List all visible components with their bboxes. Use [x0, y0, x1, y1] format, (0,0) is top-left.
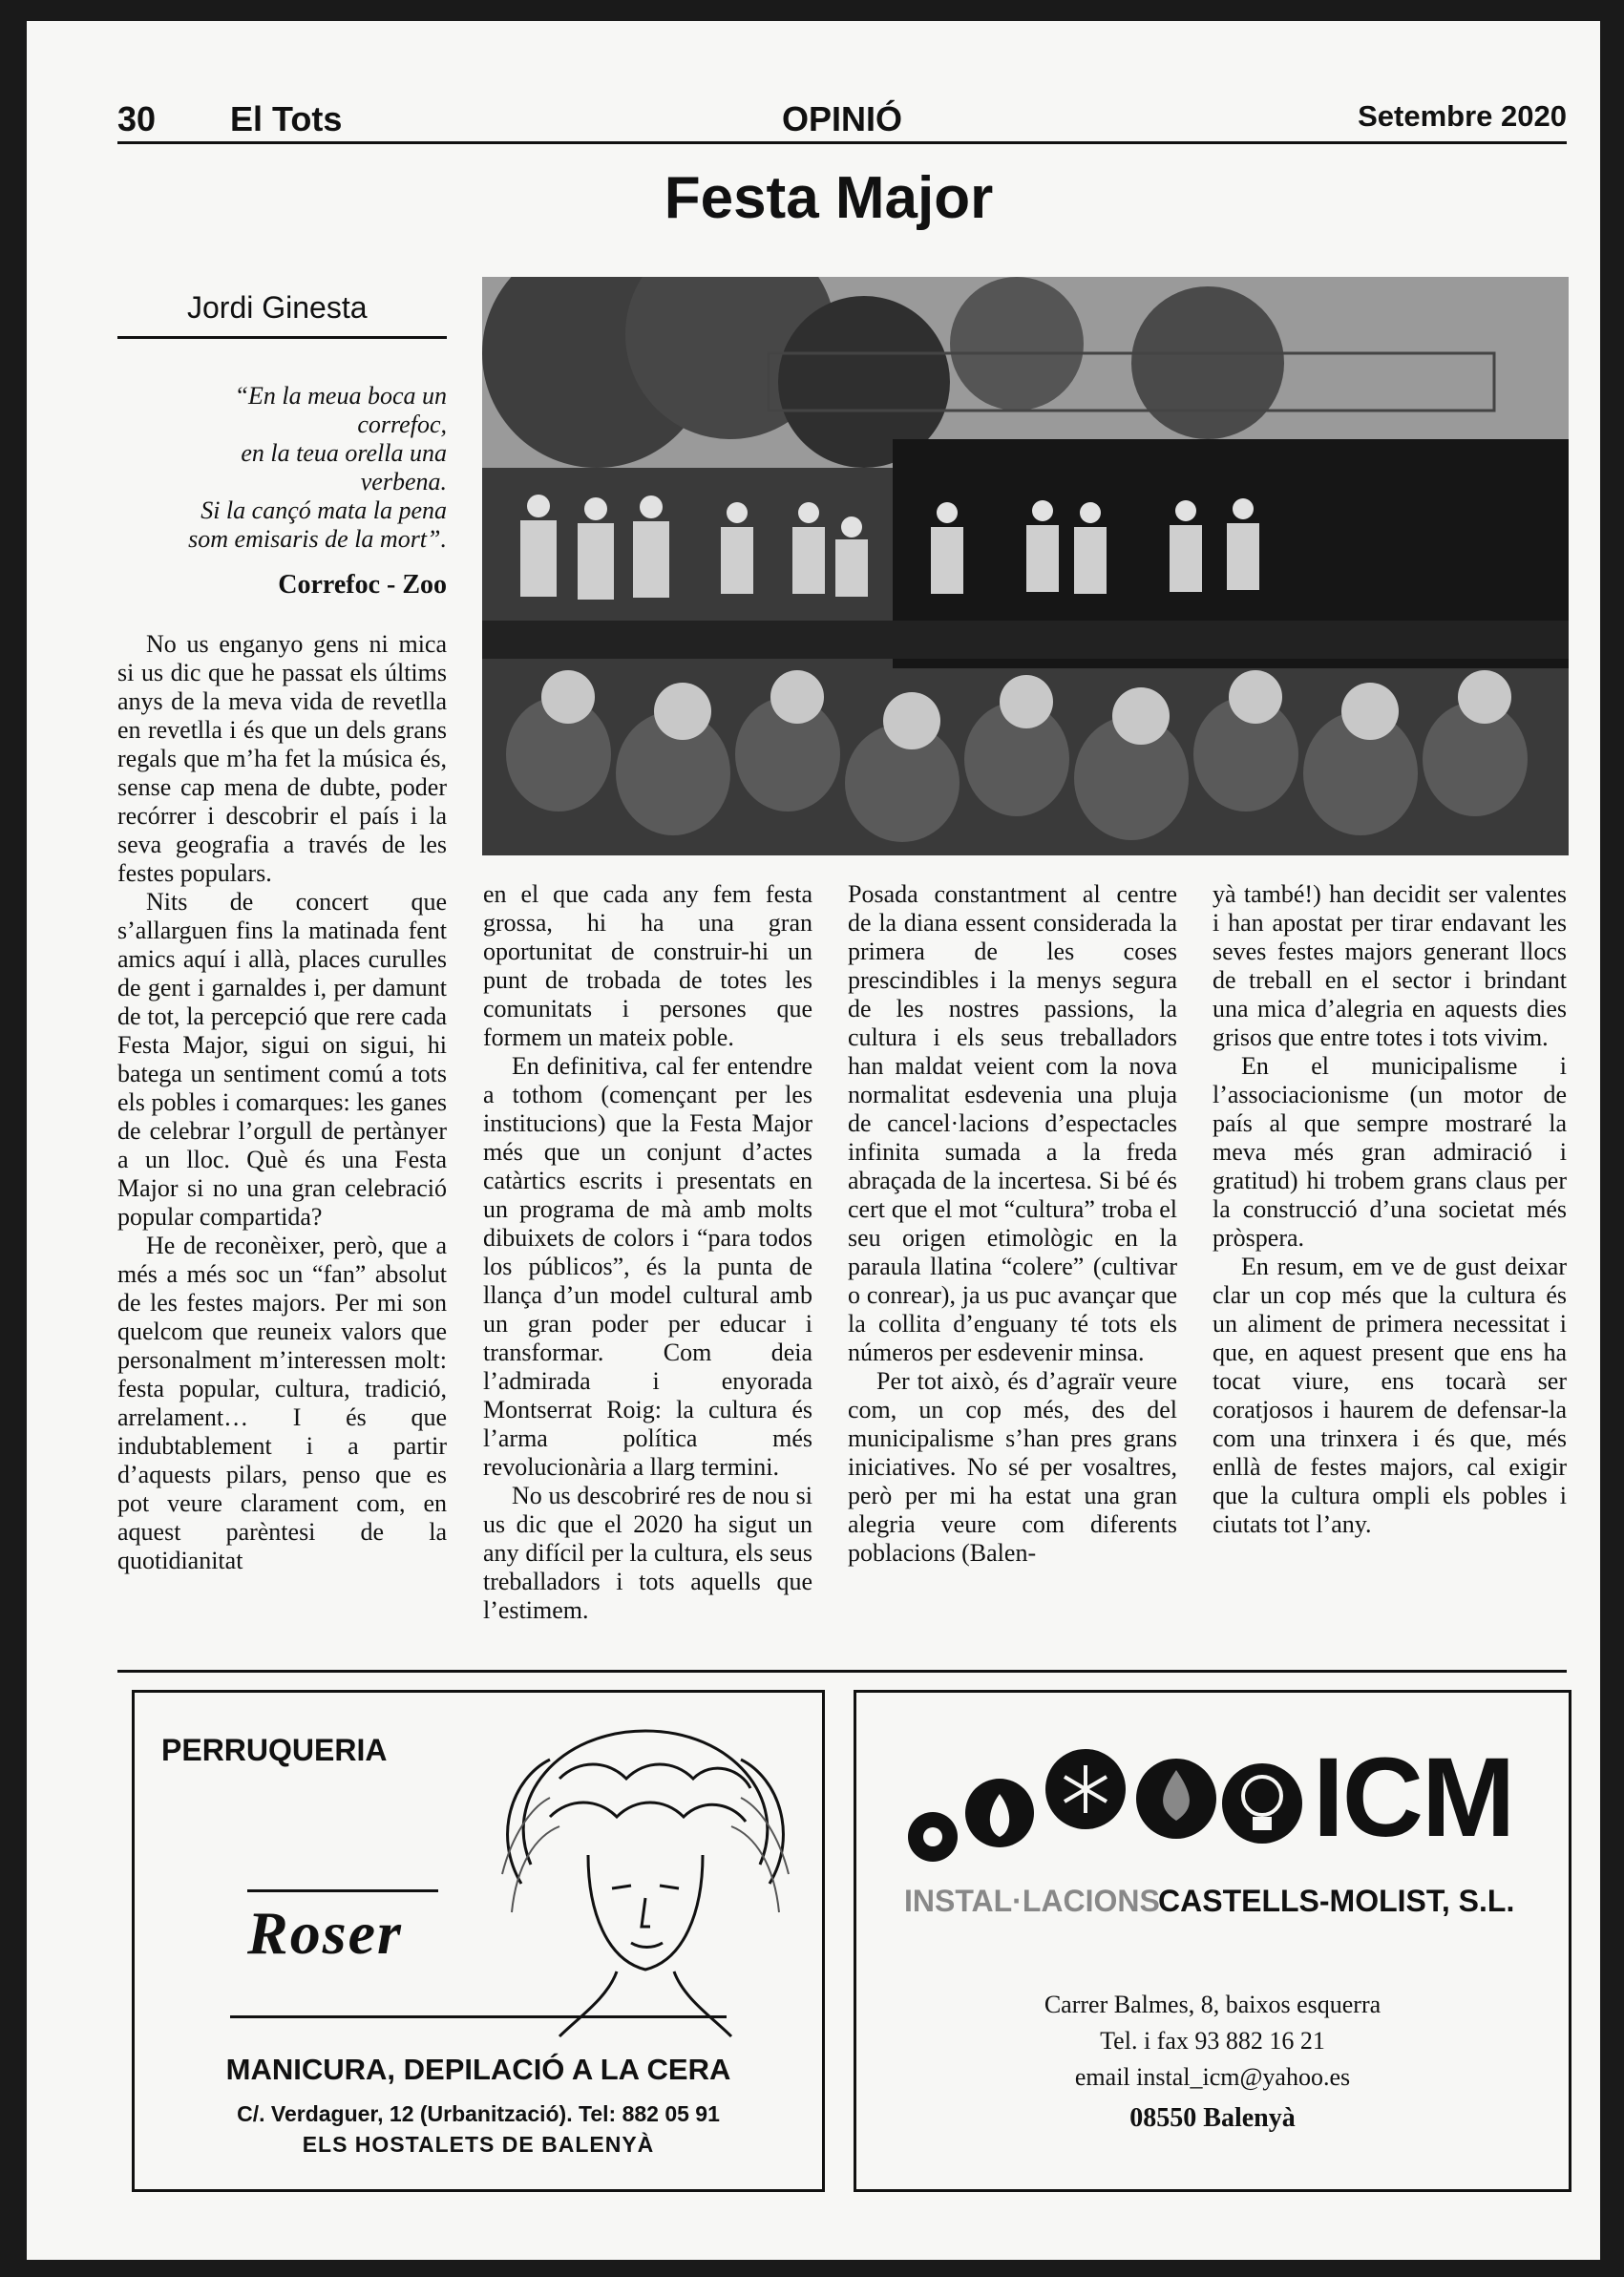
article-column-3 — [848, 880, 1177, 1568]
issue-date: Setembre 2020 — [1358, 99, 1567, 133]
paragraph: en el que cada any fem festa grossa, hi ha una gran oportunitat de construir-hi un punt de trobada de totes les comunitats i persones que formem un mateix poble. — [483, 880, 812, 1051]
ad-town: 08550 Balenyà — [1129, 2103, 1296, 2133]
paragraph: En resum, em ve de gust deixar clar un cop més que la cultura és un aliment de primera necessitat i que, en aquest present que ens ha tocat viure, ens tocarà ser coratjosos i haurem de defensar-la com una trinxera i és que, més enllà de festes majors, cal exigir que la cultura ompli els pobles i ciutats tot l’any. — [1213, 1253, 1567, 1538]
ads-divider — [117, 1670, 1567, 1673]
woman-face-illustration — [493, 1721, 798, 2046]
ad-phone: Tel. i fax 93 882 16 21 — [1100, 2027, 1325, 2055]
ad-divider — [247, 1889, 438, 1892]
page-number: 30 — [117, 99, 157, 138]
icm-logo: ICM — [1313, 1735, 1514, 1861]
paragraph: No us enganyo gens ni mica si us dic que he passat els últims anys de la meva vida de revetlla en revetlla i és que un dels grans regals que m’ha fet la música és, sense cap mena de dubte, poder recórrer i descobrir el país i la seva geografia a través de les festes populars. — [117, 630, 447, 887]
ad-services: MANICURA, DEPILACIÓ A LA CERA — [225, 2053, 731, 2086]
article-title: Festa Major — [664, 165, 994, 231]
ad-street: Carrer Balmes, 8, baixos esquerra — [1044, 1991, 1381, 2018]
quote-line: Si la cançó mata la pena — [200, 496, 447, 524]
ad-business-type: PERRUQUERIA — [161, 1733, 388, 1767]
section-name: OPINIÓ — [781, 99, 903, 138]
magazine-page — [27, 21, 1600, 2260]
quote-line: “En la meua boca un — [234, 382, 447, 410]
paragraph: yà també!) han decidit ser valentes i han apostat per tirar endavant les seves festes majors generant llocs de treball en el sector i brindant una mica d’alegria en aquests dies grisos que entre totes i tots vivim. — [1213, 880, 1567, 1051]
article-author: Jordi Ginesta — [187, 290, 368, 325]
article-column-1 — [117, 630, 447, 1575]
ad-tagline: INSTAL·LACIONS — [904, 1884, 1160, 1918]
article-column-4 — [1213, 880, 1567, 1539]
paragraph: No us descobriré res de nou si us dic que el 2020 ha sigut un any difícil per la cultura, els seus treballadors i tots aquells que l’estimem. — [483, 1482, 812, 1624]
concert-photo — [482, 277, 1569, 855]
ad-company-name: CASTELLS-MOLIST, S.L. — [1158, 1884, 1515, 1918]
quote-line: verbena. — [360, 468, 447, 495]
ad-perruqueria — [132, 1690, 825, 2192]
article-column-2 — [483, 880, 812, 1625]
paragraph: Per tot això, és d’agraïr veure com, un cop més, des del municipalisme s’han pres grans iniciatives. No sé per vosaltres, però per mi ha estat una gran alegria veure com diferents poblacions (Balen- — [848, 1367, 1177, 1567]
ad-business-name: Roser — [247, 1899, 403, 1967]
page-header — [117, 86, 1567, 144]
paragraph: Nits de concert que s’allarguen fins la matinada fent amics aquí i allà, places curulles de gent i garnaldes i, per damunt de tot, la percepció que rere cada Festa Major, sigui on sigui, hi batega un sentiment comú a tots els pobles i comarques: les ganes de celebrar l’orgull de pertànyer a un lloc. Què és una Festa Major si no una gran celebració popular compartida? — [117, 888, 447, 1231]
ad-email: email instal_icm@yahoo.es — [1074, 2063, 1351, 2091]
ad-icm — [854, 1690, 1571, 2192]
quote-line: som emisaris de la mort”. — [188, 525, 447, 553]
ad-address: C/. Verdaguer, 12 (Urbanització). Tel: 882 05 91 — [237, 2101, 720, 2126]
paragraph: Posada constantment al centre de la diana essent considerada la primera de les coses prescindibles i la menys segura de les nostres passions, la cultura i els seus treballadors han maldat veient com la nova normalitat esdevenia una pluja de cancel·lacions d’espectacles infinita sumada a la freda abraçada de la incertesa. Si bé és cert que el mot “cultura” troba el seu origen etimològic en la paraula llatina “colere” (cultivar o conrear), ja us puc avançar que la collita d’enguany té tots els números per esdevenir minsa. — [848, 880, 1177, 1366]
quote-line: en la teua orella una — [241, 439, 447, 467]
publication-name: El Tots — [230, 99, 343, 138]
paragraph: En el municipalisme i l’associacionisme (un motor de país al que sempre mostraré la meva més gran admiració i gratitud) hi trobem grans claus per la construcció d’una societat més pròspera. — [1213, 1052, 1567, 1252]
ad-town: ELS HOSTALETS DE BALENYÀ — [302, 2132, 655, 2157]
utility-icons — [895, 1746, 1315, 1880]
epigraph-quote — [117, 382, 447, 554]
quote-source: Correfoc - Zoo — [278, 570, 447, 600]
ad-divider — [230, 2015, 727, 2018]
paragraph: He de reconèixer, però, que a més a més soc un “fan” absolut de les festes majors. Per mi son quelcom que reuneix valors que personalment m’interessen molt: festa popular, cultura, tradició, arrelament… I és que indubtablement i a partir d’aquests pilars, penso que es pot veure clarament com, en aquest parèntesi de la quotidianitat — [117, 1232, 447, 1574]
author-divider — [117, 336, 447, 339]
concert-photo-illustration — [482, 277, 1569, 855]
paragraph: En definitiva, cal fer entendre a tothom (començant per les institucions) que la Festa Major més que un conjunt d’actes catàrtics escrits i presentats en un programa de mà amb molts dibuixets de colors i “para todos los públicos”, és la punta de llança d’un model cultural amb un gran poder per educar i transformar. Com deia l’admirada i enyorada Montserrat Roig: la cultura és l’arma política més revolucionària a llarg termini. — [483, 1052, 812, 1481]
quote-line: correfoc, — [357, 411, 447, 438]
